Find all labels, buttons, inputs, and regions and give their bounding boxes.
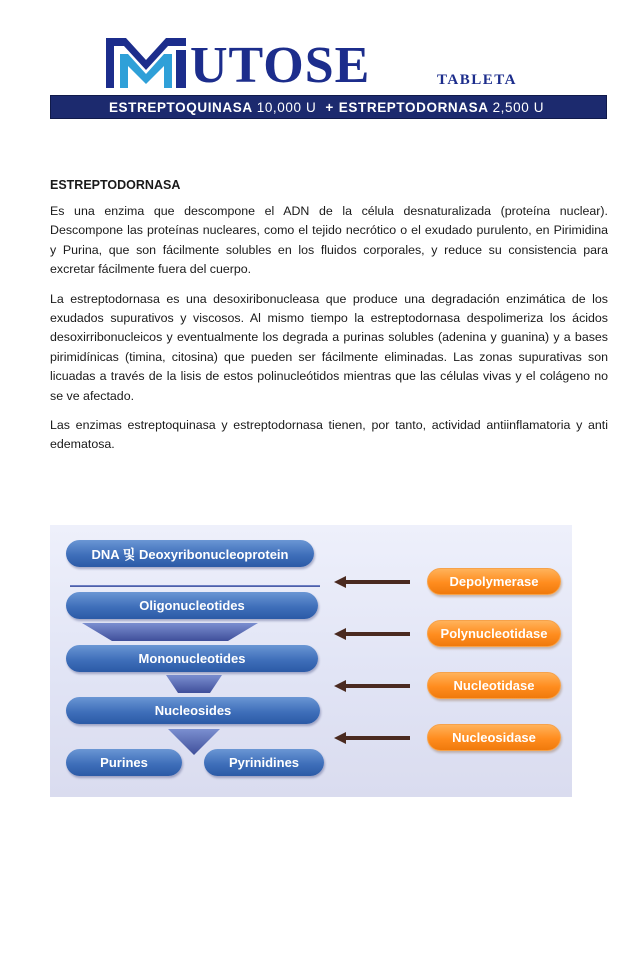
ingredient-2-name: ESTREPTODORNASA [338,99,489,115]
composition-banner [50,95,607,119]
arrow-3 [334,680,410,692]
arrow-4 [334,732,410,744]
paragraph-3: Las enzimas estreptoquinasa y estreptodornasa tienen, por tanto, actividad antiinflamatoria y anti edematosa. [50,418,608,452]
paragraph-2: La estreptodornasa es una desoxiribonucleasa que produce una degradación enzimática de los exudados supurativos y viscosos. Al mismo tiempo la estreptodornasa despolimeriza los ácidos desoxirribonucleicos y eventualmente los degrada a purinas solubles (adenina y guanina) y a bases pirimidínicas (timina, citosina) que pueden ser fácilmente eliminadas. Las zonas supurativas son licuadas a través de la lisis de estos polinucleótidos mientras que las células vivas y el colágeno no se ve afectado. [50,291,608,403]
stage-nucleosides: Nucleosides [66,697,320,724]
product-pyrinidines: Pyrinidines [204,749,324,776]
funnel-segment-1 [70,585,320,587]
stage-mononucleotides: Mononucleotides [66,645,318,672]
dosage-form: TABLETA [437,72,517,88]
plus-sign: + [325,99,334,115]
ingredient-1-dose: 10,000 U [256,99,317,115]
main-content [50,178,608,465]
enzyme-polynucleotidase: Polynucleotidase [427,620,561,647]
arrow-1 [334,576,410,588]
header [0,0,630,125]
brand-name: UTOSE [190,37,371,94]
stage-oligonucleotides: Oligonucleotides [66,592,318,619]
enzyme-nucleotidase: Nucleotidase [427,672,561,699]
paragraph-1: Es una enzima que descompone el ADN de la célula desnaturalizada (proteína nuclear). Descompone las proteínas nucleares, como el tejido necrótico o el exudado purulento, en Pirimidina y Purina, que son fácilmente solubles en los fluidos corporales, y reduce su consistencia para excretar fácilmente fuera del cuerpo. [50,204,608,277]
section-title: ESTREPTODORNASA [50,178,181,192]
ingredient-1-name: ESTREPTOQUINASA [108,99,253,115]
stage-dna: DNA 및 Deoxyribonucleoprotein [66,540,314,567]
funnel-segment-3 [166,675,222,693]
enzyme-depolymerase: Depolymerase [427,568,561,595]
product-purines: Purines [66,749,182,776]
ingredient-2-dose: 2,500 U [492,99,545,115]
mutose-logo-m-icon [106,38,186,88]
degradation-diagram [50,525,572,797]
arrow-2 [334,628,410,640]
enzyme-nucleosidase: Nucleosidase [427,724,561,751]
funnel-segment-2 [82,623,258,641]
